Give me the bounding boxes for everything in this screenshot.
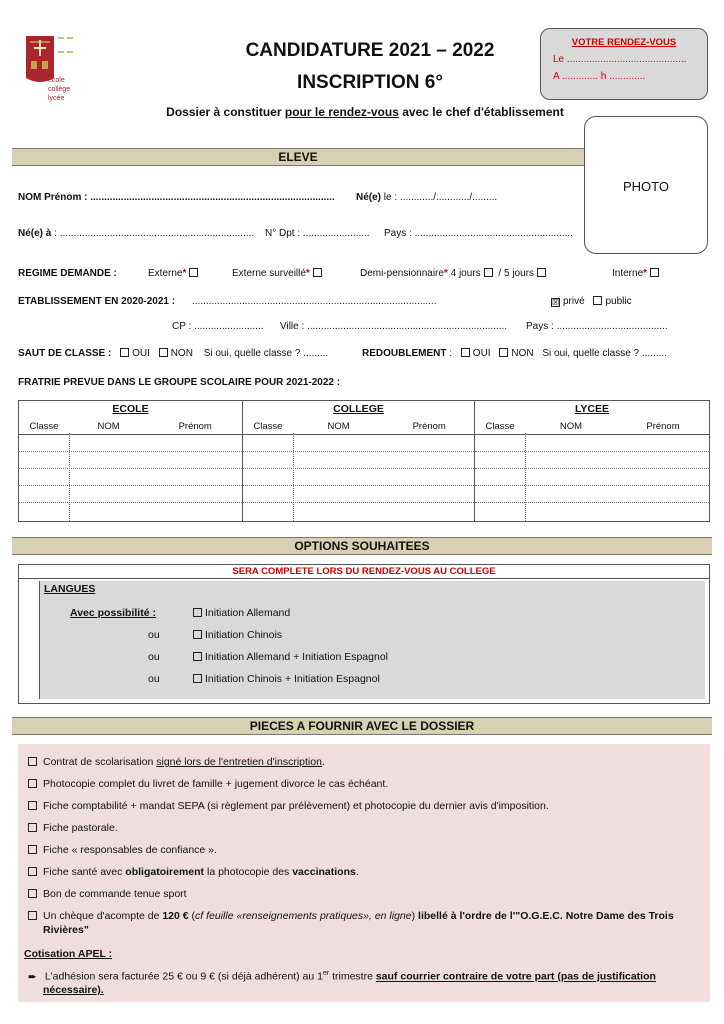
piece-contrat[interactable] xyxy=(28,756,325,768)
fratrie-col-subheaders xyxy=(19,421,242,435)
nea-rest: : ...................................................................... xyxy=(51,228,255,239)
fratrie-col-subheaders xyxy=(243,421,474,435)
checkbox-public[interactable] xyxy=(593,296,602,305)
checkbox-prive[interactable]: ☒ xyxy=(552,298,560,307)
text: L'adhésion sera facturée 25 € ou 9 € (si déjà adhérent) au 1 xyxy=(44,970,323,983)
saut-classe-label: SAUT DE CLASSE : xyxy=(18,348,112,359)
sub-nom: NOM xyxy=(97,421,120,432)
text: ( xyxy=(188,910,196,922)
piece-pastorale[interactable] xyxy=(28,822,118,834)
apel-text xyxy=(28,970,656,983)
dpt-field[interactable]: N° Dpt : ........................ xyxy=(265,228,370,239)
etablissement-label: ETABLISSEMENT EN 2020-2021 : xyxy=(18,296,176,307)
piece-comptabilite[interactable] xyxy=(28,800,549,812)
school-logo xyxy=(24,34,82,104)
checkbox-saut-oui[interactable] xyxy=(120,348,129,357)
photo-label: PHOTO xyxy=(623,179,669,194)
piece-cheque-cont: Rivières" xyxy=(43,924,89,936)
avec-possibilite-label: Avec possibilité : xyxy=(70,607,156,619)
page-subtitle: INSCRIPTION 6° xyxy=(297,72,443,93)
option-label: Initiation Chinois + Initiation Espagnol xyxy=(205,673,380,685)
nele-rest: le : ............/............/......... xyxy=(381,192,498,203)
apel-text-cont: nécessaire). xyxy=(43,984,104,996)
piece-responsables[interactable] xyxy=(28,844,217,856)
checkbox[interactable] xyxy=(193,608,202,617)
interne-label: Interne xyxy=(612,268,644,279)
checkbox[interactable] xyxy=(28,779,37,788)
nom-prenom-label: NOM Prénom : ........................................................................................ xyxy=(18,192,335,203)
etablissement-type[interactable] xyxy=(548,296,632,307)
saut-classe-row xyxy=(18,348,328,359)
text: obligatoirement xyxy=(125,866,205,878)
checkbox[interactable] xyxy=(28,889,37,898)
cp-field[interactable]: CP : ......................... xyxy=(172,321,264,332)
option-label: Initiation Chinois xyxy=(205,629,283,641)
logo-text-lycee: lycée xyxy=(48,95,65,102)
fratrie-col-title: COLLEGE xyxy=(333,403,384,415)
checkbox[interactable] xyxy=(313,268,322,277)
text: Fiche comptabilité + mandat SEPA (si règlement par prélèvement) et photocopie du dernier avis d'imposition. xyxy=(43,800,549,812)
checkbox[interactable] xyxy=(193,630,202,639)
piece-tenue-sport[interactable] xyxy=(28,888,187,900)
fratrie-col-title: LYCEE xyxy=(574,403,610,415)
fratrie-col-title: ECOLE xyxy=(112,403,149,415)
sub-classe: Classe xyxy=(485,421,515,432)
table-row[interactable] xyxy=(19,435,242,452)
arrow-icon: ➨ xyxy=(28,970,37,983)
table-row[interactable] xyxy=(243,503,474,520)
ou-label: ou xyxy=(148,629,160,641)
fratrie-col-college xyxy=(243,401,475,521)
ou-label: ou xyxy=(148,651,160,663)
lieu-naissance-field[interactable] xyxy=(18,228,254,239)
checkbox[interactable] xyxy=(484,268,493,277)
note-text-2: avec le chef d'établissement xyxy=(398,105,564,119)
text: Fiche santé avec xyxy=(43,866,126,878)
checkbox[interactable] xyxy=(28,845,37,854)
options-red-note: SERA COMPLETE LORS DU RENDEZ-VOUS AU COLLEGE xyxy=(19,565,709,579)
checkbox[interactable] xyxy=(28,867,37,876)
text: libellé à l'ordre de l'"O.G.E.C. Notre Dame des Trois xyxy=(418,910,674,922)
text: Un chèque d'acompte de xyxy=(43,910,163,922)
options-box xyxy=(18,564,710,704)
table-row[interactable] xyxy=(19,486,242,503)
regime-interne[interactable]: Interne* xyxy=(612,268,662,279)
piece-livret[interactable] xyxy=(28,778,388,790)
sub-prenom: Prénom xyxy=(646,421,680,432)
etablissement-field[interactable]: ........................................................................................ xyxy=(192,296,437,307)
checkbox[interactable] xyxy=(193,652,202,661)
externe-surveille-label: Externe surveillé xyxy=(232,268,306,279)
text: . xyxy=(355,866,359,878)
piece-cheque[interactable] xyxy=(28,910,674,922)
checkbox[interactable] xyxy=(28,801,37,810)
sub-nom: NOM xyxy=(559,421,583,432)
nom-prenom-field[interactable] xyxy=(18,192,335,203)
dossier-note xyxy=(100,105,630,119)
fratrie-col-lycee xyxy=(475,401,709,521)
sub-prenom: Prénom xyxy=(178,421,212,432)
checkbox[interactable] xyxy=(28,823,37,832)
option-chinois[interactable] xyxy=(190,629,282,641)
text: Bon de commande tenue sport xyxy=(43,888,187,900)
redoublement-row xyxy=(362,348,667,359)
option-chinois-espagnol[interactable] xyxy=(190,673,380,685)
text: . xyxy=(321,756,325,768)
text: Photocopie complet du livret de famille + jugement divorce le cas échéant. xyxy=(43,778,389,790)
ou-label: ou xyxy=(148,673,160,685)
text: sauf courrier contraire de votre part (pas de justification xyxy=(375,970,656,983)
ville-field[interactable]: Ville : ........................................................................ xyxy=(280,321,508,332)
checkbox[interactable] xyxy=(189,268,198,277)
note-text-1: Dossier à constituer xyxy=(166,105,285,119)
regime-externe[interactable]: Externe* xyxy=(148,268,201,279)
table-row[interactable] xyxy=(475,469,709,486)
logo-text-college: collège xyxy=(48,86,71,93)
piece-sante[interactable] xyxy=(28,866,359,878)
option-allemand-espagnol[interactable] xyxy=(190,651,388,663)
text: cf feuille «renseignements pratiques», en ligne xyxy=(195,910,412,922)
nele-label: Né(e) xyxy=(356,192,382,203)
rendezvous-box xyxy=(540,28,708,100)
section-options-header: OPTIONS SOUHAITEES xyxy=(12,537,712,555)
jours5-label: / 5 jours xyxy=(495,268,534,279)
options-inner xyxy=(39,581,705,699)
oui-label: OUI xyxy=(472,348,491,359)
text: Fiche pastorale. xyxy=(43,822,118,834)
photo-box xyxy=(584,116,708,254)
regime-demi-pension[interactable]: Demi-pensionnaire* 4 jours / 5 jours xyxy=(360,268,549,279)
option-label: Initiation Allemand + Initiation Espagnol xyxy=(205,651,388,663)
table-row[interactable] xyxy=(475,503,709,520)
section-eleve-header: ELEVE xyxy=(12,148,584,166)
pays-field[interactable]: Pays : ......................................................... xyxy=(384,228,573,239)
checkbox[interactable] xyxy=(650,268,659,277)
saut-si-oui: Si oui, quelle classe ? ......... xyxy=(203,348,329,359)
regime-label: REGIME DEMANDE : xyxy=(18,268,117,279)
non-label: NON xyxy=(170,348,193,359)
text: Contrat de scolarisation xyxy=(43,756,157,768)
rendezvous-date: Le ........................................... xyxy=(553,54,687,65)
sub-nom: NOM xyxy=(327,421,350,432)
checkbox-redoublement-oui[interactable] xyxy=(461,348,470,357)
apel-label: Cotisation APEL : xyxy=(24,948,113,960)
option-label: Initiation Allemand xyxy=(205,607,291,619)
checkbox[interactable] xyxy=(28,911,37,920)
date-naissance-field[interactable] xyxy=(356,192,497,203)
page-title: CANDIDATURE 2021 – 2022 xyxy=(245,40,495,61)
checkbox-redoublement-non[interactable] xyxy=(499,348,508,357)
text: er xyxy=(322,970,330,977)
oui-label: OUI xyxy=(132,348,150,359)
table-row[interactable] xyxy=(243,469,474,486)
sub-classe: Classe xyxy=(29,421,59,432)
rendezvous-title: VOTRE RENDEZ-VOUS xyxy=(571,37,677,48)
fratrie-label: FRATRIE PREVUE DANS LE GROUPE SCOLAIRE POUR 2021-2022 : xyxy=(18,377,341,388)
checkbox[interactable] xyxy=(193,674,202,683)
checkbox[interactable] xyxy=(537,268,546,277)
jours4-label: 4 jours xyxy=(447,268,481,279)
pieces-box xyxy=(18,744,710,1002)
text: 120 € xyxy=(162,910,189,922)
fratrie-col-subheaders xyxy=(475,421,709,435)
sub-prenom: Prénom xyxy=(412,421,446,432)
table-row[interactable] xyxy=(475,486,709,503)
redoublement-label: REDOUBLEMENT xyxy=(362,348,447,359)
sub-classe: Classe xyxy=(253,421,283,432)
table-row[interactable] xyxy=(19,503,242,520)
pays2-field[interactable]: Pays : ........................................ xyxy=(526,321,668,332)
regime-externe-surveille[interactable]: Externe surveillé* xyxy=(232,268,325,279)
logo-text-ecole: école xyxy=(48,77,65,84)
table-row[interactable] xyxy=(243,486,474,503)
langues-label: LANGUES xyxy=(44,583,96,595)
colon: : xyxy=(446,348,453,359)
externe-label: Externe xyxy=(148,268,183,279)
table-row[interactable] xyxy=(19,469,242,486)
public-label: public xyxy=(605,296,632,307)
text: trimestre xyxy=(329,970,376,983)
fratrie-table xyxy=(18,400,710,522)
text: signé lors de l'entretien d'inscription xyxy=(156,756,322,768)
demi-pension-label: Demi-pensionnaire xyxy=(360,268,444,279)
redoublement-si-oui: Si oui, quelle classe ? ......... xyxy=(542,348,667,359)
text: vaccinations xyxy=(292,866,356,878)
section-pieces-header: PIECES A FOURNIR AVEC LE DOSSIER xyxy=(12,717,712,735)
table-row[interactable] xyxy=(243,435,474,452)
option-allemand[interactable] xyxy=(190,607,290,619)
checkbox[interactable] xyxy=(28,757,37,766)
text: ) xyxy=(411,910,419,922)
table-row[interactable] xyxy=(475,452,709,469)
non-label: NON xyxy=(511,348,534,359)
fratrie-col-ecole xyxy=(19,401,243,521)
checkbox-saut-non[interactable] xyxy=(159,348,168,357)
prive-label: privé xyxy=(563,296,585,307)
table-row[interactable] xyxy=(243,452,474,469)
table-row[interactable] xyxy=(475,435,709,452)
note-text-underlined: pour le rendez-vous xyxy=(284,105,399,119)
table-row[interactable] xyxy=(19,452,242,469)
text: la photocopie des xyxy=(204,866,293,878)
rendezvous-time: A ............. h ............. xyxy=(553,71,646,82)
nea-label: Né(e) à xyxy=(18,228,52,239)
text: Fiche « responsables de confiance ». xyxy=(43,844,217,856)
